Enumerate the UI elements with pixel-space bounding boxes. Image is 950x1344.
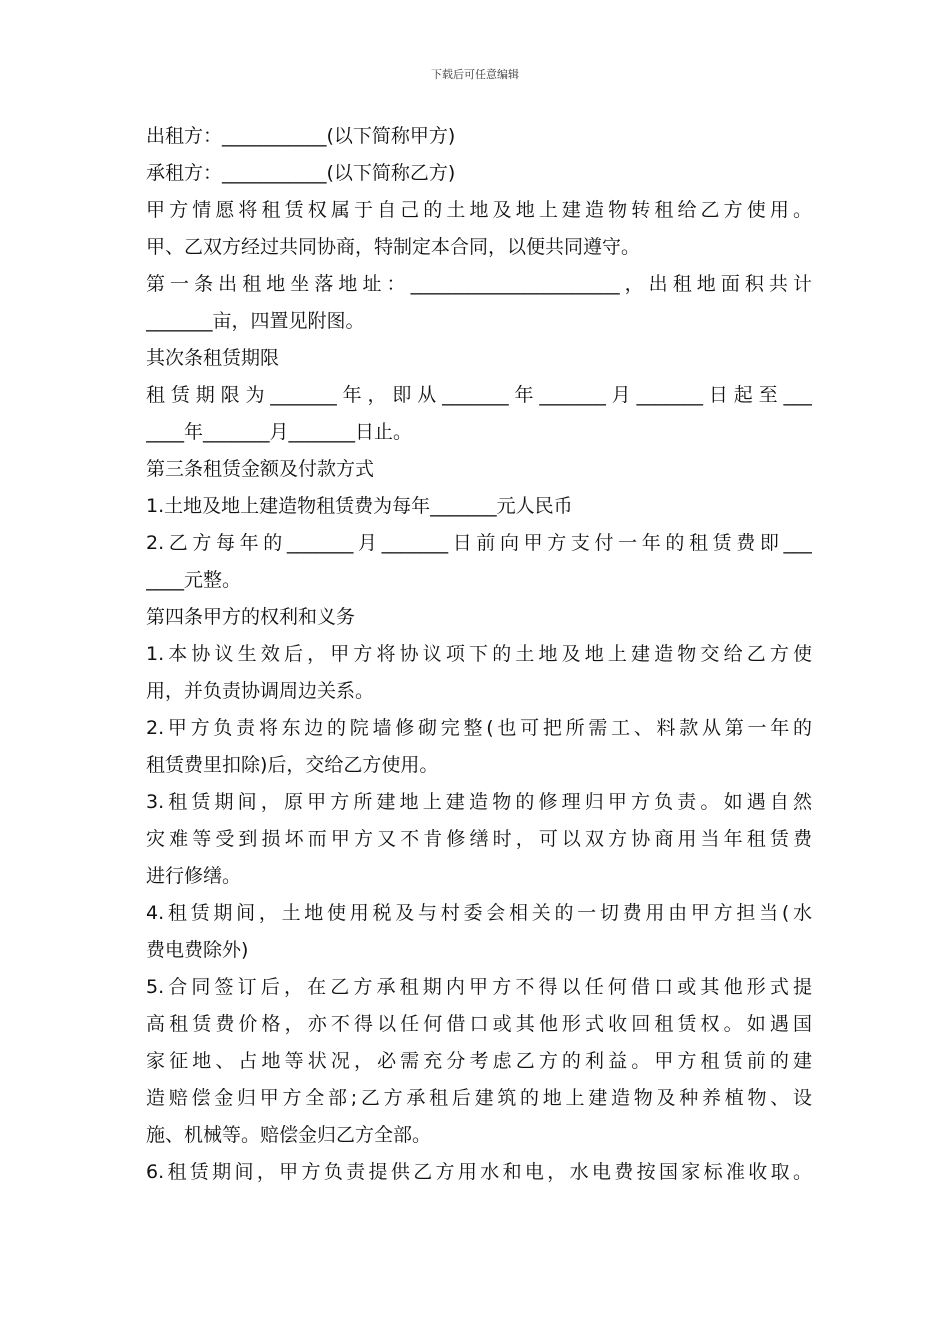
text-line: 3.租赁期间，原甲方所建地上建造物的修理归甲方负责。如遇自然 [146, 791, 812, 813]
text-line: 施、机械等。赔偿金归乙方全部。 [146, 1124, 432, 1146]
text-line: 家征地、占地等状况，必需充分考虑乙方的利益。甲方租赁前的建 [146, 1050, 812, 1072]
text-line: 5.合同签订后，在乙方承租期内甲方不得以任何借口或其他形式提 [146, 976, 812, 998]
text-line: 用，并负责协调周边关系。 [146, 680, 375, 702]
text-line: 1.土地及地上建造物租赁费为每年_______元人民币 [146, 495, 573, 517]
text-line: 出租方：___________(以下简称甲方) [146, 125, 456, 147]
document-body [146, 118, 812, 1191]
text-line: 第四条甲方的权利和义务 [146, 606, 356, 628]
text-line: 其次条租赁期限 [146, 347, 280, 369]
text-line: 甲方情愿将租赁权属于自己的土地及地上建造物转租给乙方使用。 [146, 199, 812, 221]
text-line: 第三条租赁金额及付款方式 [146, 458, 375, 480]
text-line: 灾难等受到损坏而甲方又不肯修缮时，可以双方协商用当年租赁费 [146, 828, 812, 850]
text-line: 承租方：___________(以下简称乙方) [146, 162, 456, 184]
text-line: 2.乙方每年的_______月_______日前向甲方支付一年的租赁费即___ [146, 532, 812, 554]
text-line: ____元整。 [146, 569, 242, 591]
text-line: ____年_______月_______日止。 [146, 421, 413, 443]
text-line: 租赁费里扣除)后，交给乙方使用。 [146, 754, 439, 776]
text-line: 造赔偿金归甲方全部;乙方承租后建筑的地上建造物及种养植物、设 [146, 1087, 812, 1109]
page-header: 下载后可任意编辑 [431, 68, 519, 81]
text-line: _______亩，四置见附图。 [146, 310, 365, 332]
text-line: 6.租赁期间，甲方负责提供乙方用水和电，水电费按国家标准收取。 [146, 1161, 812, 1183]
text-line: 1.本协议生效后，甲方将协议项下的土地及地上建造物交给乙方使 [146, 643, 812, 665]
text-line: 第一条出租地坐落地址：______________________，出租地面积共计 [146, 273, 812, 295]
text-line: 4.租赁期间，土地使用税及与村委会相关的一切费用由甲方担当(水 [146, 902, 812, 924]
text-line: 费电费除外) [146, 939, 249, 961]
text-line: 2.甲方负责将东边的院墙修砌完整(也可把所需工、料款从第一年的 [146, 717, 812, 739]
text-line: 高租赁费价格，亦不得以任何借口或其他形式收回租赁权。如遇国 [146, 1013, 812, 1035]
text-line: 甲、乙双方经过共同协商，特制定本合同，以便共同遵守。 [146, 236, 641, 258]
text-line: 进行修缮。 [146, 865, 242, 887]
text-line: 租赁期限为_______年，即从_______年_______月_______日起至___ [146, 384, 812, 406]
